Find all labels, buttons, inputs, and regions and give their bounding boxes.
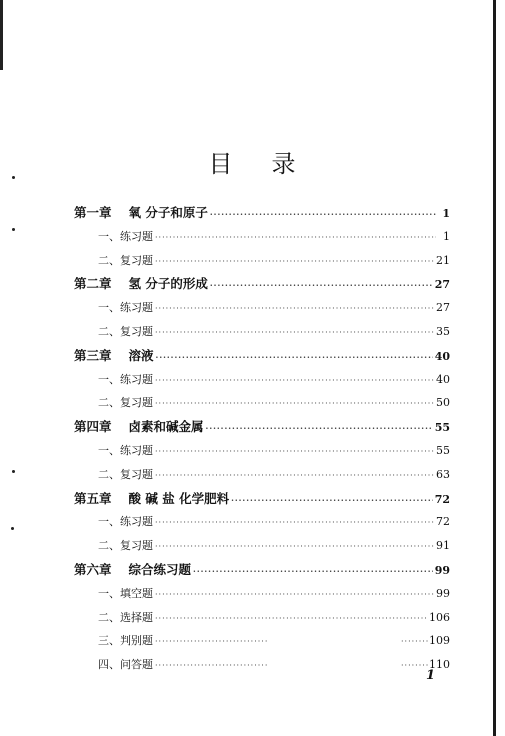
dot-leader <box>155 515 434 531</box>
page-number: 27 <box>434 278 450 292</box>
dot-leader <box>210 277 433 293</box>
page-number: 63 <box>436 467 450 481</box>
toc-section <box>74 395 450 419</box>
page-number: 99 <box>434 563 450 577</box>
page-number: 55 <box>436 443 450 457</box>
page-number: 91 <box>436 539 450 553</box>
scan-speck <box>12 470 15 473</box>
page-number: 99 <box>436 586 450 600</box>
chapter-title: 氧 分子和原子 <box>128 205 208 220</box>
page-number: 72 <box>436 515 450 529</box>
dot-leader <box>155 230 436 246</box>
page-title <box>0 144 505 179</box>
page-number: 72 <box>434 492 450 506</box>
dot-leader <box>155 325 434 341</box>
page-number: 27 <box>436 301 450 315</box>
chapter-title: 溶液 <box>128 347 154 363</box>
page-number: 40 <box>436 372 450 386</box>
dot-leader <box>155 373 434 389</box>
page-number: 106 <box>429 610 450 624</box>
section-number: 四、 <box>98 658 120 672</box>
dot-leader <box>155 396 434 412</box>
page-number: 55 <box>434 421 450 435</box>
chapter-number: 第四章 <box>74 419 112 435</box>
toc-chapter-2 <box>74 276 450 300</box>
toc-section <box>74 514 450 538</box>
dot-leader <box>231 492 433 508</box>
dot-leader <box>155 587 434 603</box>
dot-leader <box>401 658 429 674</box>
section-title: 复习题 <box>120 253 153 267</box>
section-number: 三、 <box>98 634 120 648</box>
page-number: 21 <box>436 253 450 267</box>
toc-section <box>74 586 450 610</box>
toc-section <box>74 253 450 277</box>
dot-leader <box>155 634 267 650</box>
section-title: 复习题 <box>120 396 153 410</box>
chapter-title: 卤素和碱金属 <box>128 419 204 435</box>
section-title: 复习题 <box>120 324 153 338</box>
toc-section <box>74 657 450 681</box>
dot-leader <box>401 634 429 650</box>
scan-speck <box>12 228 15 231</box>
dot-leader <box>155 444 434 460</box>
table-of-contents <box>74 205 450 681</box>
chapter-number: 第三章 <box>74 347 112 363</box>
dot-leader <box>193 563 433 579</box>
section-title: 复习题 <box>120 467 153 481</box>
section-number: 二、 <box>98 324 120 338</box>
section-number: 一、 <box>98 372 120 386</box>
section-number: 一、 <box>98 301 120 315</box>
scan-speck <box>11 527 14 530</box>
page-number: 110 <box>429 658 450 672</box>
dot-leader <box>155 658 267 674</box>
section-number: 二、 <box>98 467 120 481</box>
chapter-number: 第二章 <box>74 276 112 292</box>
section-number: 二、 <box>98 253 120 267</box>
dot-leader <box>155 611 427 627</box>
toc-section <box>74 610 450 634</box>
toc-section <box>74 324 450 348</box>
toc-chapter-5 <box>74 491 450 515</box>
page-number: 109 <box>429 634 450 648</box>
page-number: 1 <box>442 207 450 220</box>
dot-leader <box>156 349 433 365</box>
dot-leader <box>206 420 433 436</box>
chapter-number: 第一章 <box>74 205 112 220</box>
toc-section <box>74 300 450 324</box>
toc-section <box>74 372 450 396</box>
toc-chapter-1 <box>74 205 450 229</box>
section-number: 一、 <box>98 443 120 457</box>
page-number: 35 <box>436 324 450 338</box>
section-title: 练习题 <box>120 515 153 529</box>
toc-section <box>74 538 450 562</box>
page-number: 1 <box>443 229 450 243</box>
section-title: 练习题 <box>120 443 153 457</box>
chapter-title: 综合练习题 <box>128 561 192 577</box>
toc-section <box>74 229 450 253</box>
chapter-title: 氢 分子的形成 <box>128 276 208 292</box>
section-title: 问答题 <box>120 658 153 672</box>
section-title: 填空题 <box>120 586 153 600</box>
dot-leader <box>155 468 434 484</box>
scan-edge-right <box>493 0 496 736</box>
section-number: 一、 <box>98 229 120 243</box>
section-title: 练习题 <box>120 301 153 315</box>
section-number: 二、 <box>98 610 120 624</box>
section-title: 复习题 <box>120 539 153 553</box>
dot-leader <box>210 206 436 222</box>
chapter-number: 第五章 <box>74 490 112 506</box>
dot-leader <box>155 301 434 317</box>
section-number: 二、 <box>98 539 120 553</box>
toc-section <box>74 467 450 491</box>
section-title: 选择题 <box>120 610 153 624</box>
chapter-number: 第六章 <box>74 561 112 577</box>
title-char-right: 录 <box>271 150 297 178</box>
page-number: 50 <box>436 396 450 410</box>
section-title: 练习题 <box>120 372 153 386</box>
dot-leader <box>155 254 434 270</box>
toc-chapter-6 <box>74 562 450 586</box>
toc-section <box>74 633 450 657</box>
page-folio: 1 <box>426 668 436 683</box>
section-number: 一、 <box>98 515 120 529</box>
toc-section <box>74 443 450 467</box>
section-number: 一、 <box>98 586 120 600</box>
toc-chapter-4 <box>74 419 450 443</box>
title-char-left: 目 <box>208 150 234 178</box>
section-title: 判别题 <box>120 634 153 648</box>
section-title: 练习题 <box>120 229 153 243</box>
section-number: 二、 <box>98 396 120 410</box>
toc-chapter-3 <box>74 348 450 372</box>
dot-leader <box>155 539 434 555</box>
chapter-title: 酸 碱 盐 化学肥料 <box>128 490 230 506</box>
scan-edge-left <box>0 0 3 70</box>
page-number: 40 <box>434 349 450 363</box>
